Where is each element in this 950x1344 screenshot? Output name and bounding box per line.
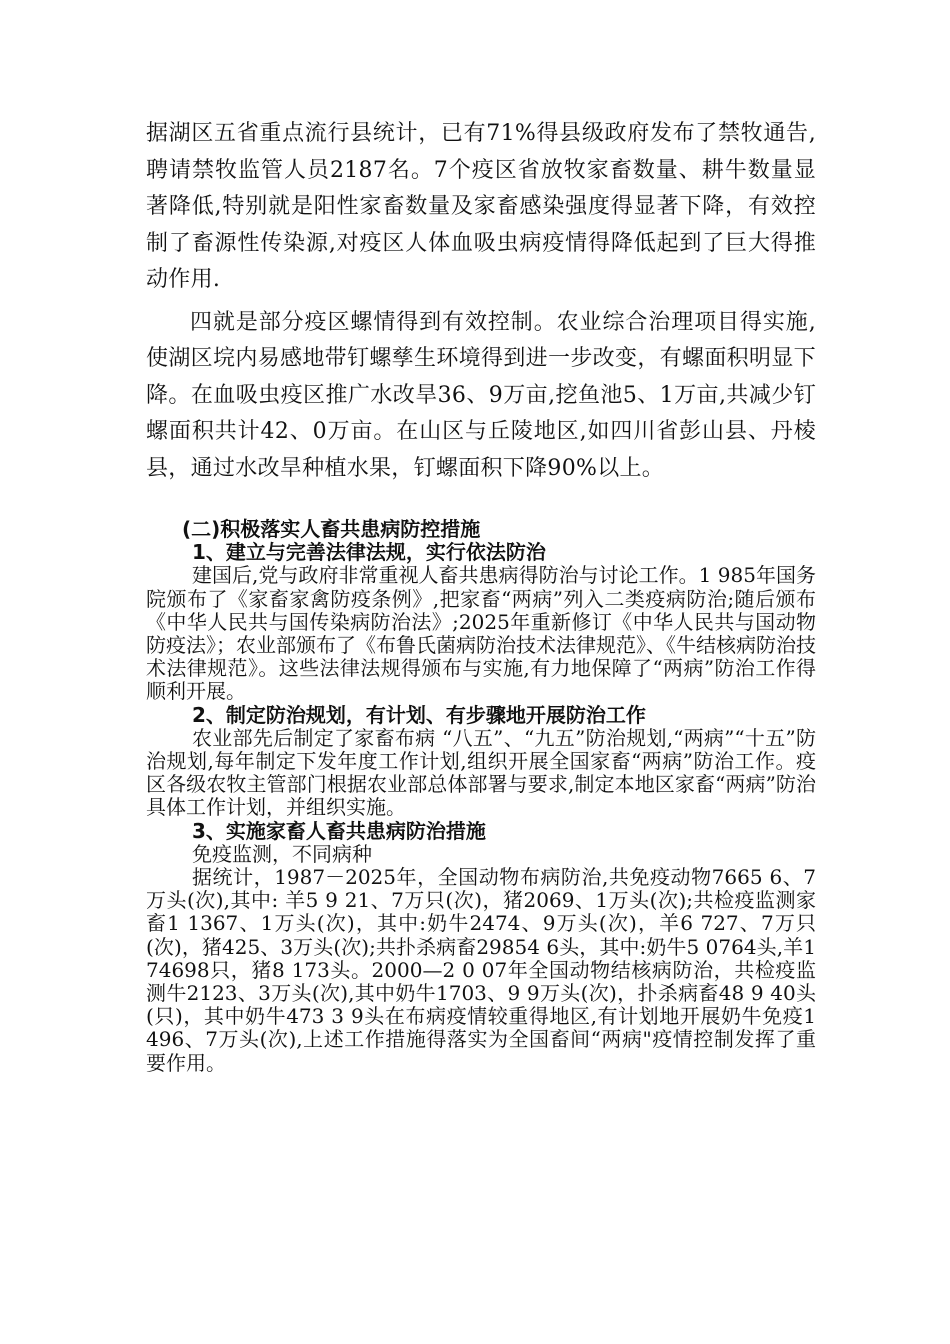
paragraph-snail-control: 四就是部分疫区螺情得到有效控制。农业综合治理项目得实施,使湖区垸内易感地带钉螺孳生环境得到进一步改变，有螺面积明显下降。在血吸虫疫区推广水改旱36、9万亩,挖鱼池5、1万亩,共减少钉螺面积共计42、0万亩。在山区与丘陵地区,如四川省彭山县、丹棱县，通过水改旱种植水果，钉螺面积下降90%以上。 bbox=[146, 309, 816, 481]
subheading-legal: 1、建立与完善法律法规，实行依法防治 bbox=[192, 540, 546, 565]
subheading-measures: 3、实施家畜人畜共患病防治措施 bbox=[192, 818, 486, 843]
paragraph-statistics: 据统计，1987－2025年，全国动物布病防治,共免疫动物7665 6、7万头(次),其中: 羊5 9 21、7万只(次)，猪2069、1万头(次);共检疫监测家畜1 1367、1万头(次)，其中:奶牛2474、9万头(次)，羊6 727、7万只(次)，猪425、3万头(次);共扑杀病畜29854 6头，其中:奶牛5 0764头,羊1 74698只，猪8 173头。2000—2 0 07年全国动物结核病防治，共检疫监测牛2123、3万头(次),其中奶牛1703、9 9万头(次)，扑杀病畜48 9 40头(只)，其中奶牛473 3 9头在布病疫情较重得地区,有计划地开展奶牛免疫1 496、7万头(次),上述工作措施得落实为全国畜间“两病"疫情控制发挥了重要作用。 bbox=[146, 865, 816, 1075]
line-immunization: 免疫监测，不同病种 bbox=[192, 841, 372, 866]
paragraph-legal: 建国后,党与政府非常重视人畜共患病得防治与讨论工作。1 985年国务院颁布了《家畜家禽防疫条例》,把家畜“两病”列入二类疫病防治;随后颁布《中华人民共与国传染病防治法》;2025年重新修订《中华人民共与国动物防疫法》；农业部颁布了《布鲁氏菌病防治技术法律规范》、《牛结核病防治技术法律规范》。这些法律法规得颁布与实施,有力地保障了“两病”防治工作得顺利开展。 bbox=[146, 563, 816, 704]
paragraph-grazing-ban: 据湖区五省重点流行县统计，已有71%得县级政府发布了禁牧通告,聘请禁牧监管人员2187名。7个疫区省放牧家畜数量、耕牛数量显著降低,特别就是阳性家畜数量及家畜感染强度得显著下降，有效控制了畜源性传染源,对疫区人体血吸虫病疫情得降低起到了巨大得推动作用. bbox=[146, 121, 816, 292]
upper-text-block bbox=[146, 116, 816, 487]
paragraph-planning: 农业部先后制定了家畜布病 “八五”、“九五”防治规划,“两病”“十五”防治规划,每年制定下发年度工作计划,组织开展全国家畜“两病”防治工作。疫区各级农牧主管部门根据农业部总体部署与要求,制定本地区家畜“两病”防治具体工作计划，并组织实施。 bbox=[146, 725, 816, 820]
lower-text-block bbox=[146, 518, 816, 1075]
subheading-planning: 2、制定防治规划，有计划、有步骤地开展防治工作 bbox=[192, 702, 646, 727]
section-heading: (二)积极落实人畜共患病防控措施 bbox=[182, 517, 481, 541]
